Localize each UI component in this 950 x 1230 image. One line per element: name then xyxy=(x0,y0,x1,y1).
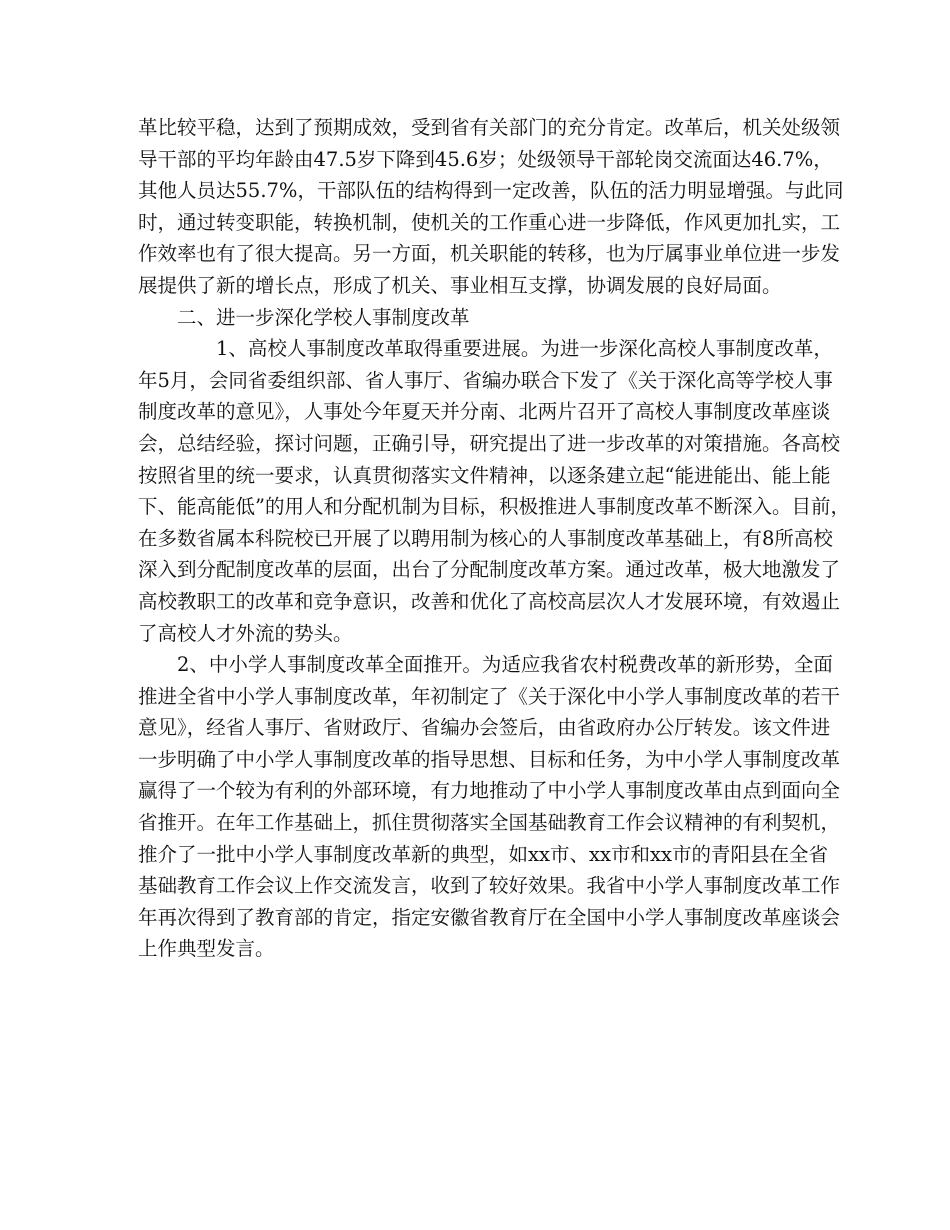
text-line: 基础教育工作会议上作交流发言，收到了较好效果。我省中小学人事制度改革工作 xyxy=(138,874,841,898)
text-line: 省推开。在年工作基础上，抓住贯彻落实全国基础教育工作会议精神的有利契机， xyxy=(138,811,841,835)
text-line: 会，总结经验，探讨问题，正确引导，研究提出了进一步改革的对策措施。各高校 xyxy=(138,431,841,455)
text-line: 作效率也有了很大提高。另一方面，机关职能的转移，也为厅属事业单位进一步发 xyxy=(138,242,841,266)
text-line: 二、进一步深化学校人事制度改革 xyxy=(177,305,470,329)
text-line: 在多数省属本科院校已开展了以聘用制为核心的人事制度改革基础上，有8所高校 xyxy=(138,526,833,550)
text-line: 年再次得到了教育部的肯定，指定安徽省教育厅在全国中小学人事制度改革座谈会 xyxy=(138,905,841,929)
text-line: 2、中小学人事制度改革全面推开。为适应我省农村税费改革的新形势，全面 xyxy=(177,653,833,677)
text-line: 年5月，会同省委组织部、省人事厅、省编办联合下发了《关于深化高等学校人事 xyxy=(138,368,833,392)
text-line: 按照省里的统一要求，认真贯彻落实文件精神，以逐条建立起“能进能出、能上能 xyxy=(138,463,831,487)
text-line: 推介了一批中小学人事制度改革新的典型，如xx市、xx市和xx市的青阳县在全省 xyxy=(138,842,828,866)
text-line: 1、高校人事制度改革取得重要进展。为进一步深化高校人事制度改革， xyxy=(216,337,833,361)
text-line: 一步明确了中小学人事制度改革的指导思想、目标和任务，为中小学人事制度改革 xyxy=(138,747,841,771)
text-line: 制度改革的意见》，人事处今年夏天并分南、北两片召开了高校人事制度改革座谈 xyxy=(138,400,831,424)
text-line: 下、能高能低”的用人和分配机制为目标，积极推进人事制度改革不断深入。目前， xyxy=(138,495,850,519)
text-line: 深入到分配制度改革的层面，出台了分配制度改革方案。通过改革，极大地激发了 xyxy=(138,558,841,582)
text-line: 革比较平稳，达到了预期成效，受到省有关部门的充分肯定。改革后，机关处级领 xyxy=(138,116,841,139)
text-line: 高校教职工的改革和竞争意识，改善和优化了高校高层次人才发展环境，有效遏止 xyxy=(138,589,841,613)
text-line: 导干部的平均年龄由47.5岁下降到45.6岁；处级领导干部轮岗交流面达46.7%， xyxy=(138,147,833,171)
text-line: 了高校人才外流的势头。 xyxy=(138,621,353,645)
text-line: 展提供了新的增长点，形成了机关、事业相互支撑，协调发展的良好局面。 xyxy=(138,273,782,297)
text-line: 上作典型发言。 xyxy=(138,937,275,961)
document-body xyxy=(138,112,850,965)
text-line: 其他人员达55.7%，干部队伍的结构得到一定改善，队伍的活力明显增强。与此同 xyxy=(138,179,844,203)
text-line: 赢得了一个较为有利的外部环境，有力地推动了中小学人事制度改革由点到面向全 xyxy=(138,779,841,803)
text-line: 时，通过转变职能，转换机制，使机关的工作重心进一步降低，作风更加扎实，工 xyxy=(138,210,841,234)
text-line: 推进全省中小学人事制度改革，年初制定了《关于深化中小学人事制度改革的若干 xyxy=(138,684,841,708)
text-line: 意见》，经省人事厅、省财政厅、省编办会签后，由省政府办公厅转发。该文件进 xyxy=(138,716,831,740)
